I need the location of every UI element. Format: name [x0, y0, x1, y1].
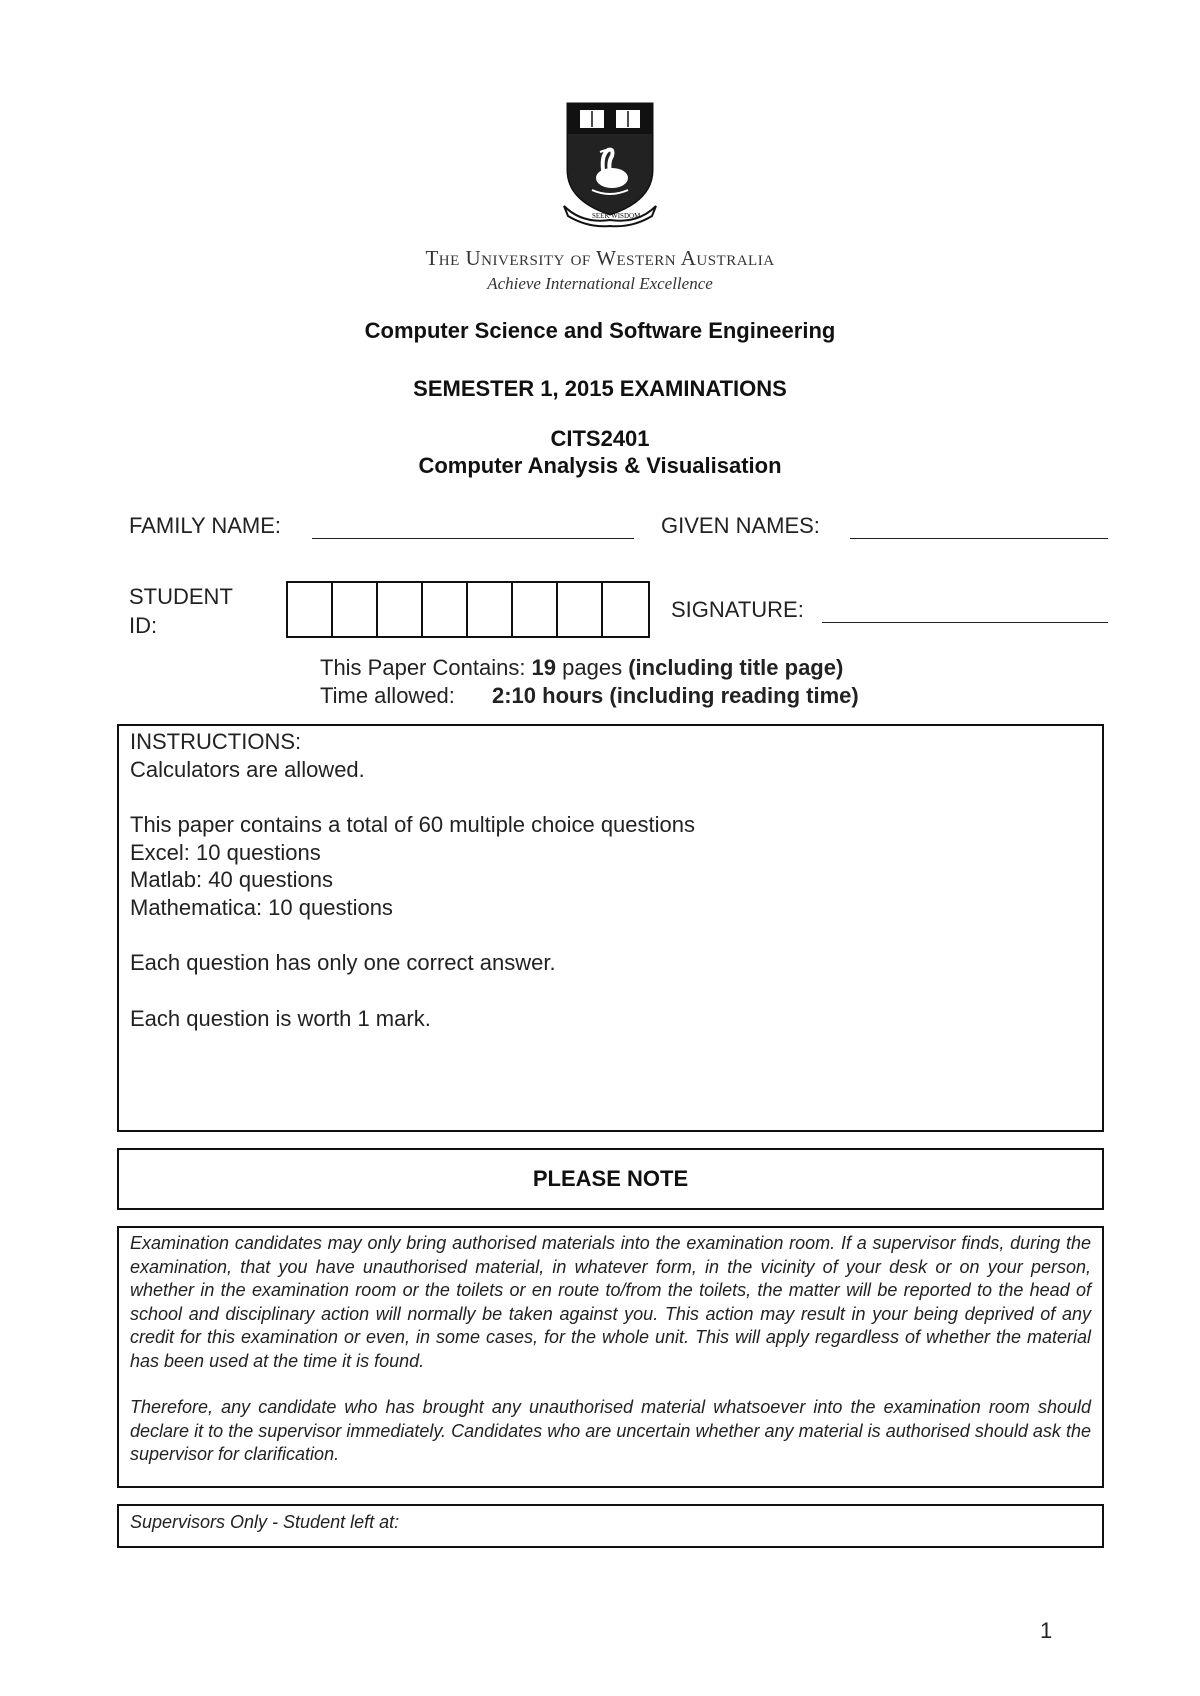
pages-word: pages	[556, 655, 629, 680]
university-motto: Achieve International Excellence	[487, 274, 713, 293]
note-paragraph-1: Examination candidates may only bring authorised materials into the examination room. If a supervisor finds, during the examination, that you have unauthorised material, in whatever form, in the vicinity of your desk or on your person, whether in the examination room or the toilets or en route to/from the toilets, the matter will be reported to the head of school and disciplinary action will normally be taken against you. This action may result in your being deprived of any credit for this examination or even, in some cases, for the whole unit. This will apply regardless of whether the material has been used at the time it is found.	[130, 1233, 1091, 1371]
instructions-heading: INSTRUCTIONS:	[130, 729, 302, 754]
pages-prefix: This Paper Contains:	[320, 655, 532, 680]
signature-label: SIGNATURE:	[671, 597, 804, 622]
please-note-heading: PLEASE NOTE	[117, 1148, 1104, 1210]
unit-title: Computer Analysis & Visualisation	[418, 453, 782, 478]
student-id-digit-box[interactable]	[288, 583, 333, 636]
family-name-label: FAMILY NAME:	[129, 513, 282, 538]
school-name: Computer Science and Software Engineering	[364, 318, 836, 343]
instructions-total: This paper contains a total of 60 multiple choice questions	[130, 812, 695, 837]
supervisors-only-text: Supervisors Only - Student left at:	[130, 1512, 400, 1532]
student-id-boxes[interactable]	[286, 581, 650, 638]
instructions-mathematica: Mathematica: 10 questions	[130, 894, 393, 920]
student-id-label-2: ID:	[129, 613, 158, 638]
given-names-field[interactable]	[850, 518, 1108, 539]
please-note-body	[117, 1226, 1104, 1488]
instructions-calculators: Calculators are allowed.	[130, 756, 365, 782]
instructions-mark: Each question is worth 1 mark.	[130, 1005, 431, 1031]
paper-pages-line	[320, 655, 843, 681]
instructions-one-answer: Each question has only one correct answer.	[130, 950, 556, 975]
pages-count: 19	[531, 655, 557, 680]
note-paragraph-2: Therefore, any candidate who has brought any unauthorised material whatsoever into the examination room should declare it to the supervisor immediately. Candidates who are uncertain whether any material is authorised should ask the supervisor for clarification.	[130, 1397, 1091, 1464]
instructions-box	[117, 724, 1104, 1132]
student-id-digit-box[interactable]	[513, 583, 558, 636]
signature-field[interactable]	[822, 602, 1108, 623]
student-id-digit-box[interactable]	[468, 583, 513, 636]
pages-suffix: (including title page)	[628, 655, 844, 680]
unit-code: CITS2401	[550, 426, 650, 451]
exam-session: SEMESTER 1, 2015 EXAMINATIONS	[413, 376, 787, 401]
time-allowed-label: Time allowed:	[320, 683, 455, 708]
student-id-digit-box[interactable]	[333, 583, 378, 636]
supervisors-only-box	[117, 1504, 1104, 1548]
given-names-label: GIVEN NAMES:	[661, 513, 820, 538]
instructions-matlab: Matlab: 40 questions	[130, 867, 334, 892]
student-id-digit-box[interactable]	[603, 583, 648, 636]
time-allowed-value: 2:10 hours (including reading time)	[492, 683, 859, 708]
university-name: The University of Western Australia	[425, 246, 775, 270]
student-id-digit-box[interactable]	[378, 583, 423, 636]
page-number: 1	[1040, 1618, 1053, 1643]
student-id-digit-box[interactable]	[423, 583, 468, 636]
student-id-label: STUDENT	[129, 584, 233, 609]
crest-banner-text: SEEK WISDOM	[592, 212, 641, 220]
family-name-field[interactable]	[312, 518, 634, 539]
university-crest-logo	[562, 102, 658, 228]
instructions-excel: Excel: 10 questions	[130, 839, 321, 865]
student-id-digit-box[interactable]	[558, 583, 603, 636]
